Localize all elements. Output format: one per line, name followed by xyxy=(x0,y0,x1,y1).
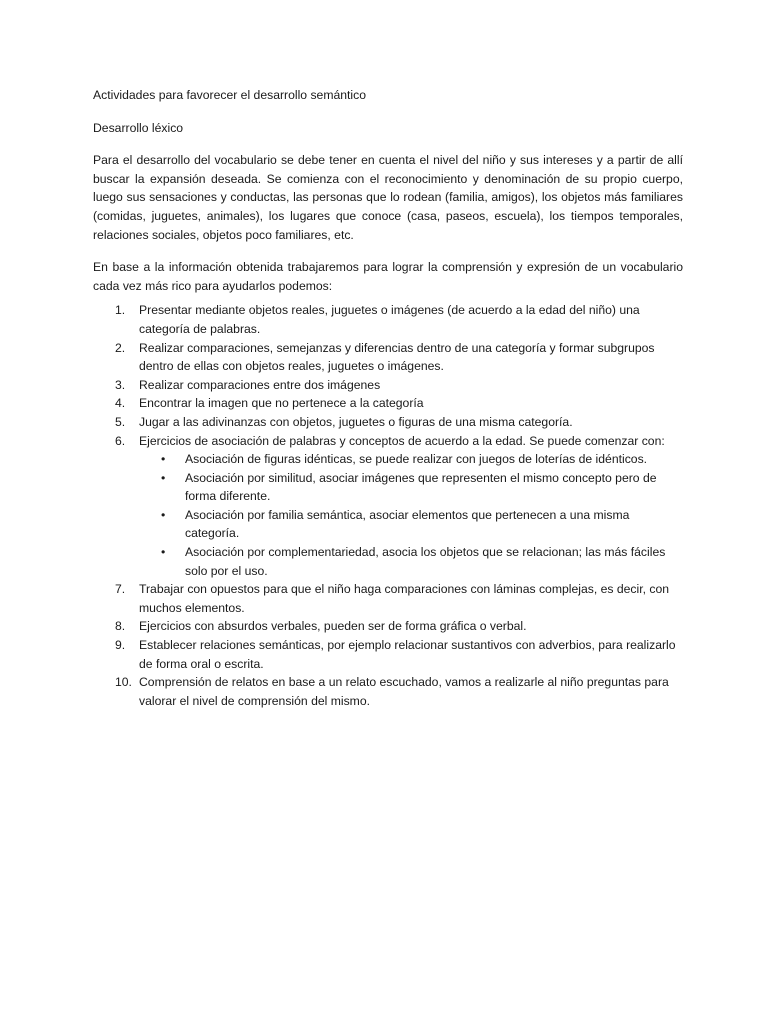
list-item-text: Realizar comparaciones, semejanzas y diferencias dentro de una categoría y formar subgrupos dentro de ellas con objetos reales, juguetes o imágenes. xyxy=(139,340,655,374)
list-number: 4. xyxy=(115,396,126,411)
sublist-item-text: Asociación por complementariedad, asocia los objetos que se relacionan; las más fáciles solo por el uso. xyxy=(185,545,666,578)
list-number: 7. xyxy=(115,582,126,597)
list-item xyxy=(93,394,683,413)
list-number: 9. xyxy=(115,638,126,653)
sublist-item-text: Asociación por familia semántica, asociar elementos que pertenecen a una misma categoría. xyxy=(185,507,630,541)
list-number: 1. xyxy=(115,303,126,318)
list-number: 2. xyxy=(115,340,126,355)
paragraph-vocabulary: Para el desarrollo del vocabulario se debe tener en cuenta el nivel del niño y sus intereses y a partir de allí buscar la expansión deseada. Se comienza con el reconocimiento y denominación de su propio cuerpo, luego sus sensaciones y conductas, las personas que lo rodean (familia, amigos), los objetos más familiares (comidas, juguetes, animales), los lugares que conoce (casa, paseos, escuela), los tiempos temporales, relaciones sociales, objetos poco familiares, etc. xyxy=(93,153,683,242)
list-number: 6. xyxy=(115,433,126,448)
list-item xyxy=(93,339,683,376)
list-item-text: Presentar mediante objetos reales, juguetes o imágenes (de acuerdo a la edad del niño) una categoría de palabras. xyxy=(139,303,640,336)
paragraph-intro: En base a la información obtenida trabajaremos para lograr la comprensión y expresión de un vocabulario cada vez más rico para ayudarlos podemos: xyxy=(93,260,683,293)
list-item xyxy=(93,673,683,710)
list-item xyxy=(93,580,683,617)
sublist-item xyxy=(139,469,683,506)
list-number: 8. xyxy=(115,619,126,634)
list-number: 3. xyxy=(115,377,126,392)
activities-list xyxy=(93,301,683,710)
document-title: Actividades para favorecer el desarrollo semántico xyxy=(93,88,366,102)
bullet-icon: • xyxy=(161,470,166,485)
list-item-text: Encontrar la imagen que no pertenece a la categoría xyxy=(139,396,424,411)
list-item xyxy=(93,376,683,395)
sublist-item-text: Asociación de figuras idénticas, se puede realizar con juegos de loterías de idénticos. xyxy=(185,452,648,467)
list-item xyxy=(93,413,683,432)
document-body xyxy=(93,86,683,710)
list-item xyxy=(93,301,683,338)
section-heading: Desarrollo léxico xyxy=(93,120,184,135)
list-number: 5. xyxy=(115,414,126,429)
list-item xyxy=(93,617,683,636)
list-item-text: Comprensión de relatos en base a un relato escuchado, vamos a realizarle al niño preguntas para valorar el nivel de comprensión del mismo. xyxy=(139,675,669,708)
list-item-text: Realizar comparaciones entre dos imágenes xyxy=(139,377,381,392)
association-sublist xyxy=(139,450,683,580)
bullet-icon: • xyxy=(161,452,166,467)
list-number: 10. xyxy=(115,675,132,690)
list-item-text: Establecer relaciones semánticas, por ejemplo relacionar sustantivos con adverbios, para realizarlo de forma oral o escrita. xyxy=(139,638,676,671)
bullet-icon: • xyxy=(161,545,166,560)
sublist-item xyxy=(139,450,683,469)
list-item-text: Ejercicios con absurdos verbales, pueden ser de forma gráfica o verbal. xyxy=(139,619,527,634)
list-item xyxy=(93,432,683,581)
list-item-text: Trabajar con opuestos para que el niño haga comparaciones con láminas complejas, es decir, con muchos elementos. xyxy=(139,582,670,615)
sublist-item-text: Asociación por similitud, asociar imágenes que representen el mismo concepto pero de forma diferente. xyxy=(185,470,657,504)
sublist-item xyxy=(139,543,683,580)
list-item-text: Jugar a las adivinanzas con objetos, juguetes o figuras de una misma categoría. xyxy=(139,414,573,429)
list-item xyxy=(93,636,683,673)
list-item-text: Ejercicios de asociación de palabras y conceptos de acuerdo a la edad. Se puede comenzar con: xyxy=(139,433,665,448)
bullet-icon: • xyxy=(161,507,166,522)
sublist-item xyxy=(139,506,683,543)
